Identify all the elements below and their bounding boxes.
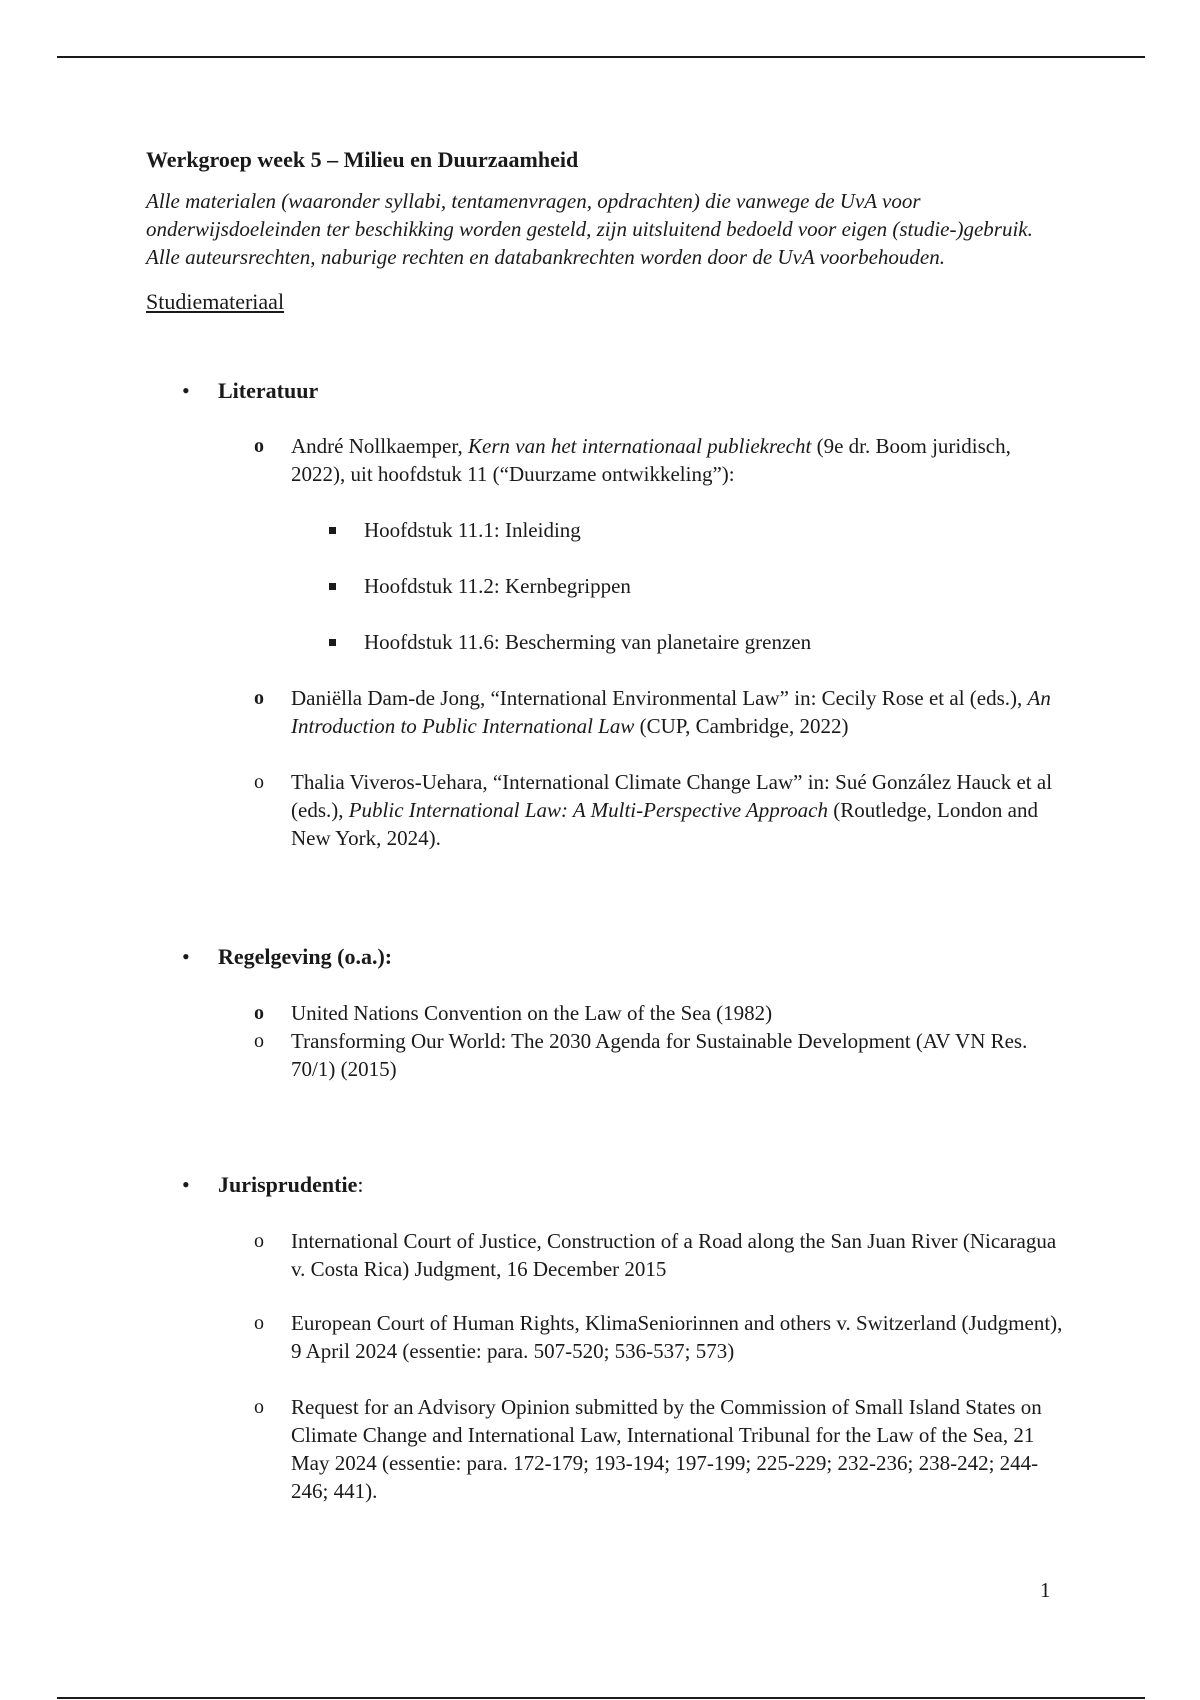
regelgeving-item: United Nations Convention on the Law of the Sea (1982) <box>291 1001 773 1025</box>
chapter-label: Hoofdstuk 11.1: Inleiding <box>364 518 581 542</box>
document-body <box>146 146 1066 316</box>
viveros-pre: Thalia Viveros-Uehara, “International Climate Change Law” in: Sué González Hauck et al (eds.), <box>291 770 1053 822</box>
nollkaemper-rest: (9e dr. Boom juridisch, 2022), uit hoofdstuk 11 (“Duurzame ontwikkeling”): <box>291 434 1011 486</box>
regelgeving-item: Transforming Our World: The 2030 Agenda for Sustainable Development (AV VN Res. 70/1) (2015) <box>291 1029 1028 1081</box>
section-regelgeving <box>146 943 1106 1083</box>
list-item-case-itlos <box>146 1393 1066 1505</box>
footer-rule <box>57 1697 1145 1699</box>
list-item-unclos <box>146 999 1066 1027</box>
header-rule <box>57 56 1145 58</box>
nollkaemper-author: André Nollkaemper, <box>291 434 469 458</box>
page-number: 1 <box>1040 1578 1051 1602</box>
case-text: European Court of Human Rights, KlimaSeniorinnen and others v. Switzerland (Judgment), 9 April 2024 (essentie: para. 507-520; 536-537; 573) <box>291 1311 1063 1363</box>
damdejong-book: An Introduction to Public International Law <box>291 686 1051 738</box>
regelgeving-heading: Regelgeving (o.a.): <box>218 944 393 969</box>
sub-bullet-marker: o <box>254 1230 264 1252</box>
list-item-case-icj <box>146 1227 1066 1283</box>
list-item-agenda-2030 <box>146 1027 1066 1083</box>
list-item-viveros-uehara <box>146 768 1066 852</box>
square-bullet-marker <box>329 527 336 534</box>
bullet-marker: • <box>182 944 190 969</box>
document-title: Werkgroep week 5 – Milieu en Duurzaamheid <box>146 147 579 172</box>
case-text: Request for an Advisory Opinion submitted by the Commission of Small Island States on Climate Change and International Law, International Tribunal for the Law of the Sea, 21 May 2024 (essentie: para. 172-179; 193-194; 197-199; 225-229; 232-236; 238-242; 244-246; 441). <box>291 1395 1042 1503</box>
sub-bullet-marker: o <box>254 771 264 793</box>
section-jurisprudentie <box>146 1171 1106 1505</box>
sub-bullet-marker: o <box>254 1396 264 1418</box>
list-item-literatuur <box>146 377 1106 405</box>
sub-bullet-marker: o <box>254 687 264 709</box>
damdejong-rest: (CUP, Cambridge, 2022) <box>634 714 849 738</box>
list-item-chapter <box>146 628 1106 656</box>
case-text: International Court of Justice, Construction of a Road along the San Juan River (Nicaragua v. Costa Rica) Judgment, 16 December 2015 <box>291 1229 1057 1281</box>
section-literatuur <box>146 377 1106 852</box>
jurisprudentie-heading-suffix: : <box>357 1172 364 1197</box>
viveros-book: Public International Law: A Multi-Perspective Approach <box>348 798 828 822</box>
square-bullet-marker <box>329 639 336 646</box>
sub-bullet-marker: o <box>254 1030 264 1052</box>
copyright-notice: Alle materialen (waaronder syllabi, tentamenvragen, opdrachten) die vanwege de UvA voor onderwijsdoeleinden ter beschikking worden gesteld, zijn uitsluitend bedoeld voor eigen (studie-)gebruik. Alle auteursrechten, naburige rechten en databankrechten worden door de UvA voorbehouden. <box>146 189 1033 269</box>
damdejong-pre: Daniëlla Dam-de Jong, “International Environmental Law” in: Cecily Rose et al (eds.), <box>291 686 1028 710</box>
nollkaemper-book: Kern van het internationaal publiekrecht <box>468 434 812 458</box>
sub-bullet-marker: o <box>254 1312 264 1334</box>
list-item-regelgeving <box>146 943 1106 971</box>
chapter-label: Hoofdstuk 11.6: Bescherming van planetaire grenzen <box>364 630 812 654</box>
sub-bullet-marker: o <box>254 1002 264 1024</box>
jurisprudentie-heading: Jurisprudentie <box>218 1172 358 1197</box>
list-item-nollkaemper <box>146 432 1066 488</box>
viveros-rest: (Routledge, London and New York, 2024). <box>291 798 1038 850</box>
section-heading-studiemateriaal: Studiemateriaal <box>146 289 285 314</box>
chapter-label: Hoofdstuk 11.2: Kernbegrippen <box>364 574 631 598</box>
square-bullet-marker <box>329 583 336 590</box>
sub-bullet-marker: o <box>254 435 264 457</box>
list-item-dam-de-jong <box>146 684 1066 740</box>
list-item-chapter <box>146 516 1106 544</box>
list-item-jurisprudentie <box>146 1171 1106 1199</box>
literatuur-heading: Literatuur <box>218 378 319 403</box>
list-item-chapter <box>146 572 1106 600</box>
list-item-case-echr <box>146 1309 1066 1365</box>
bullet-marker: • <box>182 1172 190 1197</box>
bullet-marker: • <box>182 378 190 403</box>
